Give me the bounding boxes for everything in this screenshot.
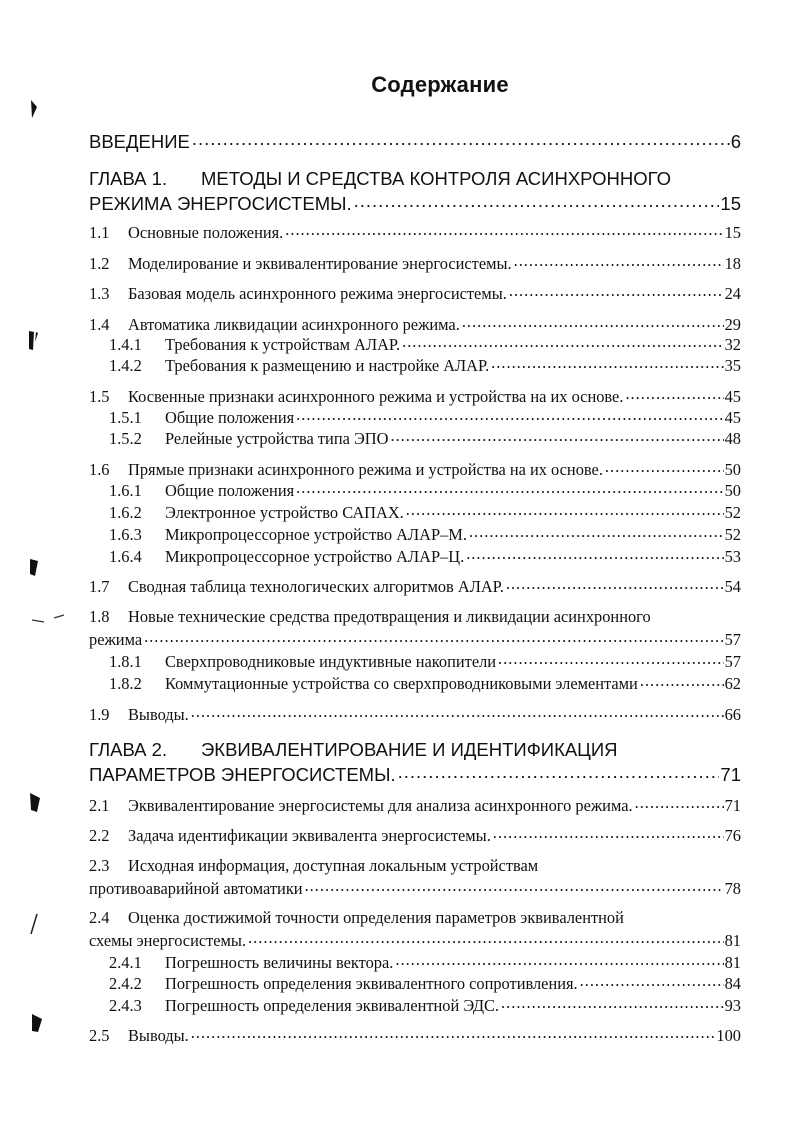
entry-title: Косвенные признаки асинхронного режима и устройства на их основе. xyxy=(128,387,624,407)
toc-subentry[interactable] xyxy=(109,334,741,355)
toc-entry-cont[interactable] xyxy=(89,629,741,650)
toc-subentry[interactable] xyxy=(109,973,741,994)
entry-page: 57 xyxy=(724,652,741,672)
entry-number: 1.8.1 xyxy=(109,652,142,672)
toc-chapter-1-heading[interactable] xyxy=(89,168,741,190)
toc-chapter-2-heading-cont[interactable] xyxy=(89,762,741,786)
entry-number: 1.6.2 xyxy=(109,503,142,523)
entry-number: 2.4.3 xyxy=(109,996,142,1016)
leader-dots xyxy=(248,930,724,946)
leader-dots xyxy=(296,480,723,496)
entry-page: 35 xyxy=(724,356,741,376)
entry-page: 45 xyxy=(724,387,741,407)
leader-dots xyxy=(469,524,724,540)
leader-dots xyxy=(402,334,724,350)
entry-number: 1.5.1 xyxy=(109,408,142,428)
margin-mark-icon xyxy=(28,912,40,936)
entry-number: 2.3 xyxy=(89,856,110,875)
entry-title: Сверхпроводниковые индуктивные накопители xyxy=(165,652,497,672)
entry-page: 54 xyxy=(724,577,741,597)
chapter-title-line1: МЕТОДЫ И СРЕДСТВА КОНТРОЛЯ АСИНХРОННОГО xyxy=(201,168,671,189)
chapter-title-line2: ПАРАМЕТРОВ ЭНЕРГОСИСТЕМЫ. xyxy=(89,763,396,785)
toc-entry[interactable] xyxy=(89,856,741,876)
entry-title: Выводы. xyxy=(128,705,189,725)
margin-mark-icon xyxy=(30,1012,44,1034)
entry-page: 50 xyxy=(724,481,741,501)
entry-page: 15 xyxy=(720,192,741,214)
entry-number: 1.1 xyxy=(89,223,110,243)
leader-dots xyxy=(398,762,720,781)
toc-entry[interactable] xyxy=(89,222,741,243)
entry-title: Требования к размещению и настройке АЛАР. xyxy=(165,356,490,376)
margin-mark-icon xyxy=(28,556,40,578)
entry-page: 66 xyxy=(724,705,741,725)
entry-number: 1.5 xyxy=(89,387,110,407)
leader-dots xyxy=(640,673,724,689)
margin-mark-icon xyxy=(28,790,42,814)
entry-title-line1: Новые технические средства предотвращения и ликвидации асинхронного xyxy=(128,607,651,626)
entry-number: 2.2 xyxy=(89,826,110,846)
entry-page: 32 xyxy=(724,335,741,355)
entry-number: 2.4.1 xyxy=(109,953,142,973)
entry-title: Коммутационные устройства со сверхпроводниковыми элементами xyxy=(165,674,638,694)
toc-entry[interactable] xyxy=(89,908,741,928)
entry-title: Автоматика ликвидации асинхронного режима. xyxy=(128,315,460,335)
leader-dots xyxy=(493,825,724,841)
entry-page: 71 xyxy=(724,796,741,816)
entry-page: 29 xyxy=(724,315,741,335)
entry-number: 1.6 xyxy=(89,460,110,480)
entry-title: ВВЕДЕНИЕ xyxy=(89,130,190,152)
entry-title: Сводная таблица технологических алгоритмов АЛАР. xyxy=(128,577,504,597)
entry-page: 52 xyxy=(724,525,741,545)
entry-page: 81 xyxy=(724,953,741,973)
toc-entry[interactable] xyxy=(89,386,741,407)
entry-page: 52 xyxy=(724,503,741,523)
toc-subentry[interactable] xyxy=(109,480,741,501)
toc-entry[interactable] xyxy=(89,576,741,597)
toc-entry[interactable] xyxy=(89,283,741,304)
entry-title-line1: Оценка достижимой точности определения параметров эквивалентной xyxy=(128,908,624,927)
entry-page: 50 xyxy=(724,460,741,480)
toc-entry[interactable] xyxy=(89,704,741,725)
toc-entry[interactable] xyxy=(89,314,741,335)
toc-subentry[interactable] xyxy=(109,995,741,1016)
margin-mark-icon xyxy=(26,328,40,352)
entry-page: 100 xyxy=(716,1026,741,1046)
toc-chapter-2-heading[interactable] xyxy=(89,739,741,761)
entry-number: 1.8 xyxy=(89,607,110,626)
entry-title: Микропроцессорное устройство АЛАР–Ц. xyxy=(165,547,465,567)
chapter-title-line1: ЭКВИВАЛЕНТИРОВАНИЕ И ИДЕНТИФИКАЦИЯ xyxy=(201,739,618,760)
toc-entry-cont[interactable] xyxy=(89,878,741,899)
entry-page: 48 xyxy=(724,429,741,449)
entry-title: Задача идентификации эквивалента энергосистемы. xyxy=(128,826,491,846)
toc-entry[interactable] xyxy=(89,459,741,480)
toc-subentry[interactable] xyxy=(109,651,741,672)
entry-title-line2: схемы энергосистемы. xyxy=(89,931,247,951)
entry-page: 18 xyxy=(724,254,741,274)
chapter-title-line2: РЕЖИМА ЭНЕРГОСИСТЕМЫ. xyxy=(89,192,352,214)
entry-number: 2.4 xyxy=(89,908,110,927)
entry-title-line1: Исходная информация, доступная локальным устройствам xyxy=(128,856,539,875)
entry-number: 2.4.2 xyxy=(109,974,142,994)
leader-dots xyxy=(466,546,723,562)
entry-title: Моделирование и эквивалентирование энергосистемы. xyxy=(128,254,512,274)
entry-page: 76 xyxy=(724,826,741,846)
entry-number: 1.4.1 xyxy=(109,335,142,355)
leader-dots xyxy=(192,129,730,148)
toc-subentry[interactable] xyxy=(109,355,741,376)
toc-subentry[interactable] xyxy=(109,524,741,545)
entry-page: 53 xyxy=(724,547,741,567)
margin-mark-icon xyxy=(28,98,40,120)
leader-dots xyxy=(390,428,723,444)
margin-mark-icon xyxy=(30,612,70,626)
toc-entry[interactable] xyxy=(89,795,741,816)
toc-entry-intro[interactable] xyxy=(89,129,741,153)
entry-title: Эквивалентирование энергосистемы для анализа асинхронного режима. xyxy=(128,796,633,816)
toc-entry-cont[interactable] xyxy=(89,930,741,951)
entry-number: 1.8.2 xyxy=(109,674,142,694)
entry-number: 1.6.3 xyxy=(109,525,142,545)
entry-title: Базовая модель асинхронного режима энергосистемы. xyxy=(128,284,507,304)
leader-dots xyxy=(305,878,724,894)
leader-dots xyxy=(625,386,723,402)
entry-title: Требования к устройствам АЛАР. xyxy=(165,335,401,355)
entry-page: 15 xyxy=(724,223,741,243)
entry-title: Основные положения. xyxy=(128,223,284,243)
entry-page: 71 xyxy=(720,763,741,785)
entry-number: 1.4 xyxy=(89,315,110,335)
leader-dots xyxy=(354,191,720,210)
entry-title: Электронное устройство САПАХ. xyxy=(165,503,404,523)
page-title: Содержание xyxy=(371,72,509,97)
leader-dots xyxy=(491,355,723,371)
toc-subentry[interactable] xyxy=(109,502,741,523)
entry-title: Погрешность определения эквивалентной ЭДС. xyxy=(165,996,500,1016)
entry-title: Общие положения xyxy=(165,481,295,501)
leader-dots xyxy=(191,704,724,720)
entry-number: 2.1 xyxy=(89,796,110,816)
entry-title: Прямые признаки асинхронного режима и устройства на их основе. xyxy=(128,460,603,480)
leader-dots xyxy=(462,314,724,330)
leader-dots xyxy=(296,407,723,423)
toc-entry[interactable] xyxy=(89,825,741,846)
entry-page: 62 xyxy=(724,674,741,694)
leader-dots xyxy=(514,253,724,269)
entry-number: 1.3 xyxy=(89,284,110,304)
toc-subentry[interactable] xyxy=(109,428,741,449)
toc-subentry[interactable] xyxy=(109,407,741,428)
entry-page: 81 xyxy=(724,931,741,951)
leader-dots xyxy=(501,995,724,1011)
entry-number: 1.5.2 xyxy=(109,429,142,449)
toc-subentry[interactable] xyxy=(109,952,741,973)
entry-page: 78 xyxy=(724,879,741,899)
entry-title: Погрешность определения эквивалентного сопротивления. xyxy=(165,974,578,994)
entry-title: Выводы. xyxy=(128,1026,189,1046)
chapter-number: ГЛАВА 2. xyxy=(89,739,168,760)
toc-entry[interactable] xyxy=(89,1025,741,1046)
entry-title-line2: режима xyxy=(89,630,143,650)
entry-title: Микропроцессорное устройство АЛАР–М. xyxy=(165,525,467,545)
toc-entry[interactable] xyxy=(89,607,741,627)
entry-title: Релейные устройства типа ЭПО xyxy=(165,429,389,449)
toc-subentry[interactable] xyxy=(109,673,741,694)
entry-page: 57 xyxy=(724,630,741,650)
leader-dots xyxy=(605,459,724,475)
entry-page: 84 xyxy=(724,974,741,994)
toc-subentry[interactable] xyxy=(109,546,741,567)
entry-title: Погрешность величины вектора. xyxy=(165,953,394,973)
entry-title-line2: противоаварийной автоматики xyxy=(89,879,303,899)
leader-dots xyxy=(635,795,724,811)
entry-number: 1.9 xyxy=(89,705,110,725)
entry-page: 45 xyxy=(724,408,741,428)
leader-dots xyxy=(506,576,724,592)
leader-dots xyxy=(406,502,724,518)
entry-page: 93 xyxy=(724,996,741,1016)
chapter-number: ГЛАВА 1. xyxy=(89,168,168,189)
leader-dots xyxy=(285,222,723,238)
leader-dots xyxy=(498,651,724,667)
entry-page: 24 xyxy=(724,284,741,304)
toc-entry[interactable] xyxy=(89,253,741,274)
entry-page: 6 xyxy=(730,130,741,152)
toc-chapter-1-heading-cont[interactable] xyxy=(89,191,741,215)
entry-number: 1.7 xyxy=(89,577,110,597)
entry-number: 1.6.4 xyxy=(109,547,142,567)
entry-number: 2.5 xyxy=(89,1026,110,1046)
leader-dots xyxy=(395,952,723,968)
entry-number: 1.2 xyxy=(89,254,110,274)
leader-dots xyxy=(509,283,724,299)
leader-dots xyxy=(580,973,724,989)
leader-dots xyxy=(191,1025,716,1041)
entry-number: 1.4.2 xyxy=(109,356,142,376)
entry-title: Общие положения xyxy=(165,408,295,428)
leader-dots xyxy=(144,629,724,645)
entry-number: 1.6.1 xyxy=(109,481,142,501)
